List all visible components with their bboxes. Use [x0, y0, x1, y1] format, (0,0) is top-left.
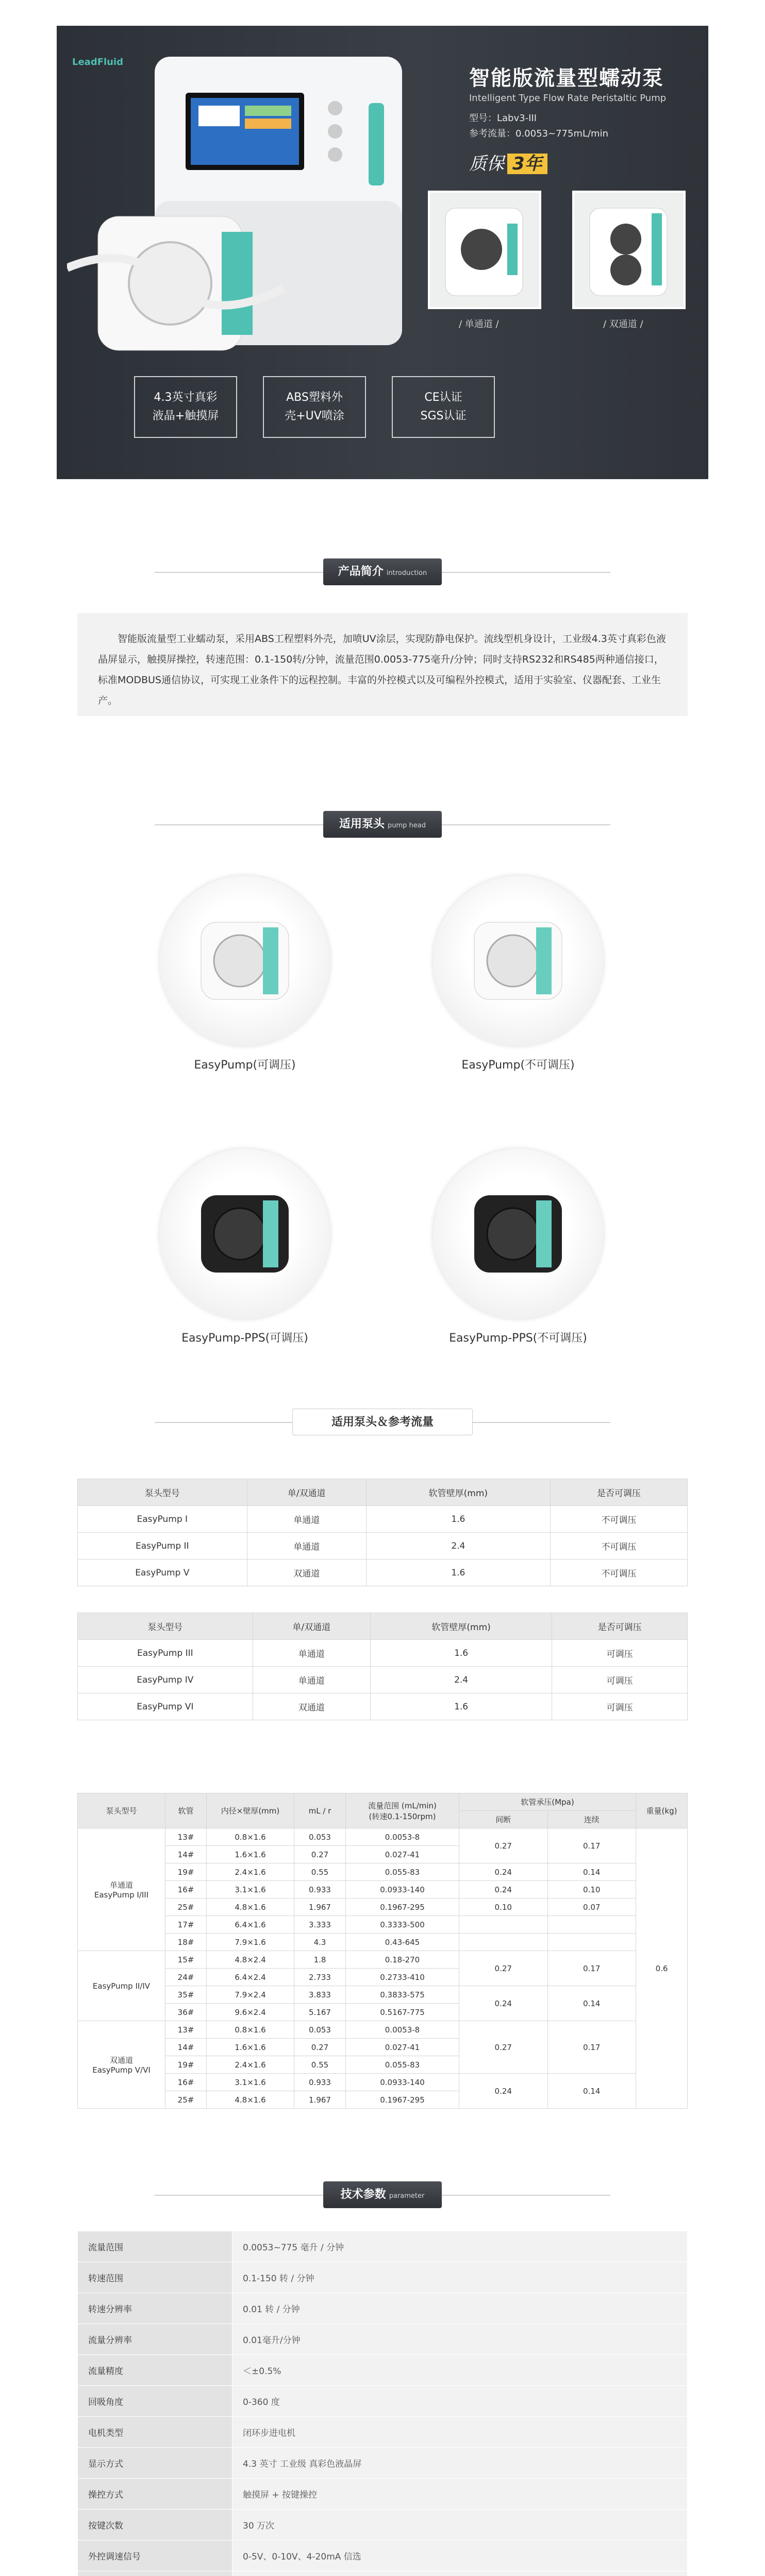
table-row: 双通道 EasyPump V/VI 13# 0.8×1.6 0.053 0.0053-8 0.27 0.17 [78, 2021, 688, 2039]
tech-row: 流量分辨率 0.01毫升/分钟 [78, 2324, 688, 2355]
tech-row: 流量精度 ＜±0.5% [78, 2355, 688, 2386]
pump-caption-4: EasyPump-PPS(不可调压) [449, 1332, 587, 1345]
table-row: 25# 4.8×1.6 1.967 0.1967-295 0.10 0.07 [78, 1899, 688, 1916]
pump-easypump-fixed [433, 876, 603, 1046]
tech-row: 显示方式 4.3 英寸 工业级 真彩色液晶屏 [78, 2448, 688, 2479]
table-row: 19# 2.4×1.6 0.55 0.055-83 0.24 0.14 [78, 1863, 688, 1881]
hero-title: 智能版流量型蠕动泵 [469, 66, 664, 90]
table-row: EasyPump VI 双通道 1.6 可调压 [78, 1693, 688, 1720]
warranty-badge: 质保 3年 [469, 149, 547, 175]
table-row: EasyPump I 单通道 1.6 不可调压 [78, 1506, 688, 1533]
table-row: EasyPump II/IV 15# 4.8×2.4 1.8 0.18-270 0.27 0.17 [78, 1951, 688, 1969]
brand-logo: LeadFluid [72, 57, 124, 67]
tech-table [77, 2231, 688, 2576]
hero-subtitle: Intelligent Type Flow Rate Peristaltic Pump [469, 93, 667, 104]
feature-display: 4.3英寸真彩 液晶+触摸屏 [134, 376, 237, 438]
tech-row: 流量范围 0.0053~775 毫升 / 分钟 [78, 2231, 688, 2262]
section-title-intro: 产品简介 introduction [0, 556, 765, 587]
table-row: EasyPump II 单通道 2.4 不可调压 [78, 1533, 688, 1560]
hero-banner [57, 26, 708, 479]
tech-row: 回吸角度 0-360 度 [78, 2386, 688, 2417]
hero-param: 参考流量：0.0053~775mL/min [469, 128, 608, 139]
tech-row: 按键次数 30 万次 [78, 2510, 688, 2540]
thumb-label-single: / 单通道 / [459, 319, 499, 330]
table-row: 单通道 EasyPump I/III 13# 0.8×1.6 0.053 0.0053-8 0.27 0.17 0.6 [78, 1828, 688, 1846]
table-row: 14# 1.6×1.6 0.27 0.027-41 [78, 1846, 688, 1863]
tech-row [78, 2571, 688, 2576]
tech-row: 转速范围 0.1-150 转 / 分钟 [78, 2262, 688, 2293]
table-row: 16# 3.1×1.6 0.933 0.0933-140 0.24 0.10 [78, 1881, 688, 1899]
table-row: EasyPump IV 单通道 2.4 可调压 [78, 1667, 688, 1693]
thumb-dual-channel [572, 191, 686, 309]
section-title-pumphead: 适用泵头 pump head [0, 809, 765, 840]
section-title-tech: 技术参数 parameter [0, 2179, 765, 2210]
table-row: 36# 9.6×2.4 5.167 0.5167-775 [78, 2004, 688, 2021]
table-row: 17# 6.4×1.6 3.333 0.3333-500 [78, 1916, 688, 1934]
table-row: 19# 2.4×1.6 0.55 0.055-83 [78, 2056, 688, 2074]
table-row: 35# 7.9×2.4 3.833 0.3833-575 0.24 0.14 [78, 1986, 688, 2004]
table-row: EasyPump III 单通道 1.6 可调压 [78, 1640, 688, 1667]
pump-easypump-adjustable [160, 876, 330, 1046]
tech-row: 操控方式 触摸屏 + 按键操控 [78, 2479, 688, 2510]
pump-easypump-pps-adjustable [160, 1149, 330, 1319]
table-row: EasyPump V 双通道 1.6 不可调压 [78, 1560, 688, 1586]
pump-easypump-pps-fixed [433, 1149, 603, 1319]
intro-text: 智能版流量型工业蠕动泵，采用ABS工程塑料外壳，加喷UV涂层，实现防静电保护。流线型机身设计，工业级4.3英寸真彩色液晶屏显示，触摸屏操控，转速范围：0.1-150转/分钟，流量范围0.0053-775毫升/分钟；同时支持RS232和RS485两种通信接口，标准MODBUS通信协议，可实现工业条件下的远程控制。丰富的外控模式以及可编程外控模式，适用于实验室、仪器配套、工业生产。 [77, 613, 688, 716]
table-row: 14# 1.6×1.6 0.27 0.027-41 [78, 2039, 688, 2056]
pump-device-illustration [67, 46, 438, 376]
table-row: 18# 7.9×1.6 4.3 0.43-645 [78, 1934, 688, 1951]
table-row: 16# 3.1×1.6 0.933 0.0933-140 0.24 0.14 [78, 2074, 688, 2091]
section-title-reference: 适用泵头＆参考流量 [0, 1406, 765, 1437]
tech-row: 外控调速信号 0-5V、0-10V、4-20mA 信选 [78, 2540, 688, 2571]
head-table-1: 泵头型号 单/双通道 软管壁厚(mm) 是否可调压 EasyPump I 单通道 1.6 不可调压 EasyPump II 单通道 2.4 不可调压 EasyPump V 双通道 1.6 不可调压 [77, 1479, 688, 1586]
feature-cert: CE认证 SGS认证 [392, 376, 495, 438]
head-table-2: 泵头型号 单/双通道 软管壁厚(mm) 是否可调压 EasyPump III 单通道 1.6 可调压 EasyPump IV 单通道 2.4 可调压 EasyPump VI 双通道 1.6 可调压 [77, 1613, 688, 1720]
feature-shell: ABS塑料外 壳+UV喷涂 [263, 376, 366, 438]
pump-caption-2: EasyPump(不可调压) [461, 1059, 575, 1072]
tech-row: 电机类型 闭环步进电机 [78, 2417, 688, 2448]
hero-model: 型号：Labv3-III [469, 113, 537, 124]
pump-caption-1: EasyPump(可调压) [194, 1059, 296, 1072]
thumb-single-channel [428, 191, 541, 309]
tech-row: 转速分辨率 0.01 转 / 分钟 [78, 2293, 688, 2324]
table-row: 25# 4.8×1.6 1.967 0.1967-295 [78, 2091, 688, 2109]
pump-caption-3: EasyPump-PPS(可调压) [181, 1332, 308, 1345]
flow-table: 泵头型号 软管 内径×壁厚(mm) mL / r 流量范围 (mL/min) (转速0.1-150rpm) 软管承压(Mpa) 重量(kg) 间断 连续 单通道 EasyPump I/III 13# 0.8×1.6 0.053 0.0053-8 0.27 0.17 0.6 14# 1.6×1.6 0.27 0.027-41 19# 2.4×1.6 0.55 0.055-83 0.24 0.14 16# 3.1×1.6 0.933 0.0933-140 0.24 0.10 25# 4.8×1.6 1.967 0.1967-295 0.10 0.07 17# 6.4×1.6 3.333 0.3333-500 18# 7.9×1.6 4.3 0.43-645 EasyPump II/IV 15# 4.8×2.4 1.8 0.18-270 0.27 0.17 24# 6.4×2.4 2.733 0.2733-410 35# 7.9×2.4 3.833 0.3833-575 0.24 0.14 36# 9.6×2.4 5.167 0.5167-775 双通道 EasyPump V/VI 13# 0.8×1.6 0.053 0.0053-8 0.27 0.17 14# 1.6×1.6 0.27 0.027-41 19# 2.4×1.6 0.55 0.055-83 16# 3.1×1.6 0.933 0.0933-140 0.24 0.14 25# 4.8×1.6 1.967 0.1967-295 [77, 1793, 688, 2109]
table-row: 24# 6.4×2.4 2.733 0.2733-410 [78, 1969, 688, 1986]
thumb-label-dual: / 双通道 / [603, 319, 643, 330]
